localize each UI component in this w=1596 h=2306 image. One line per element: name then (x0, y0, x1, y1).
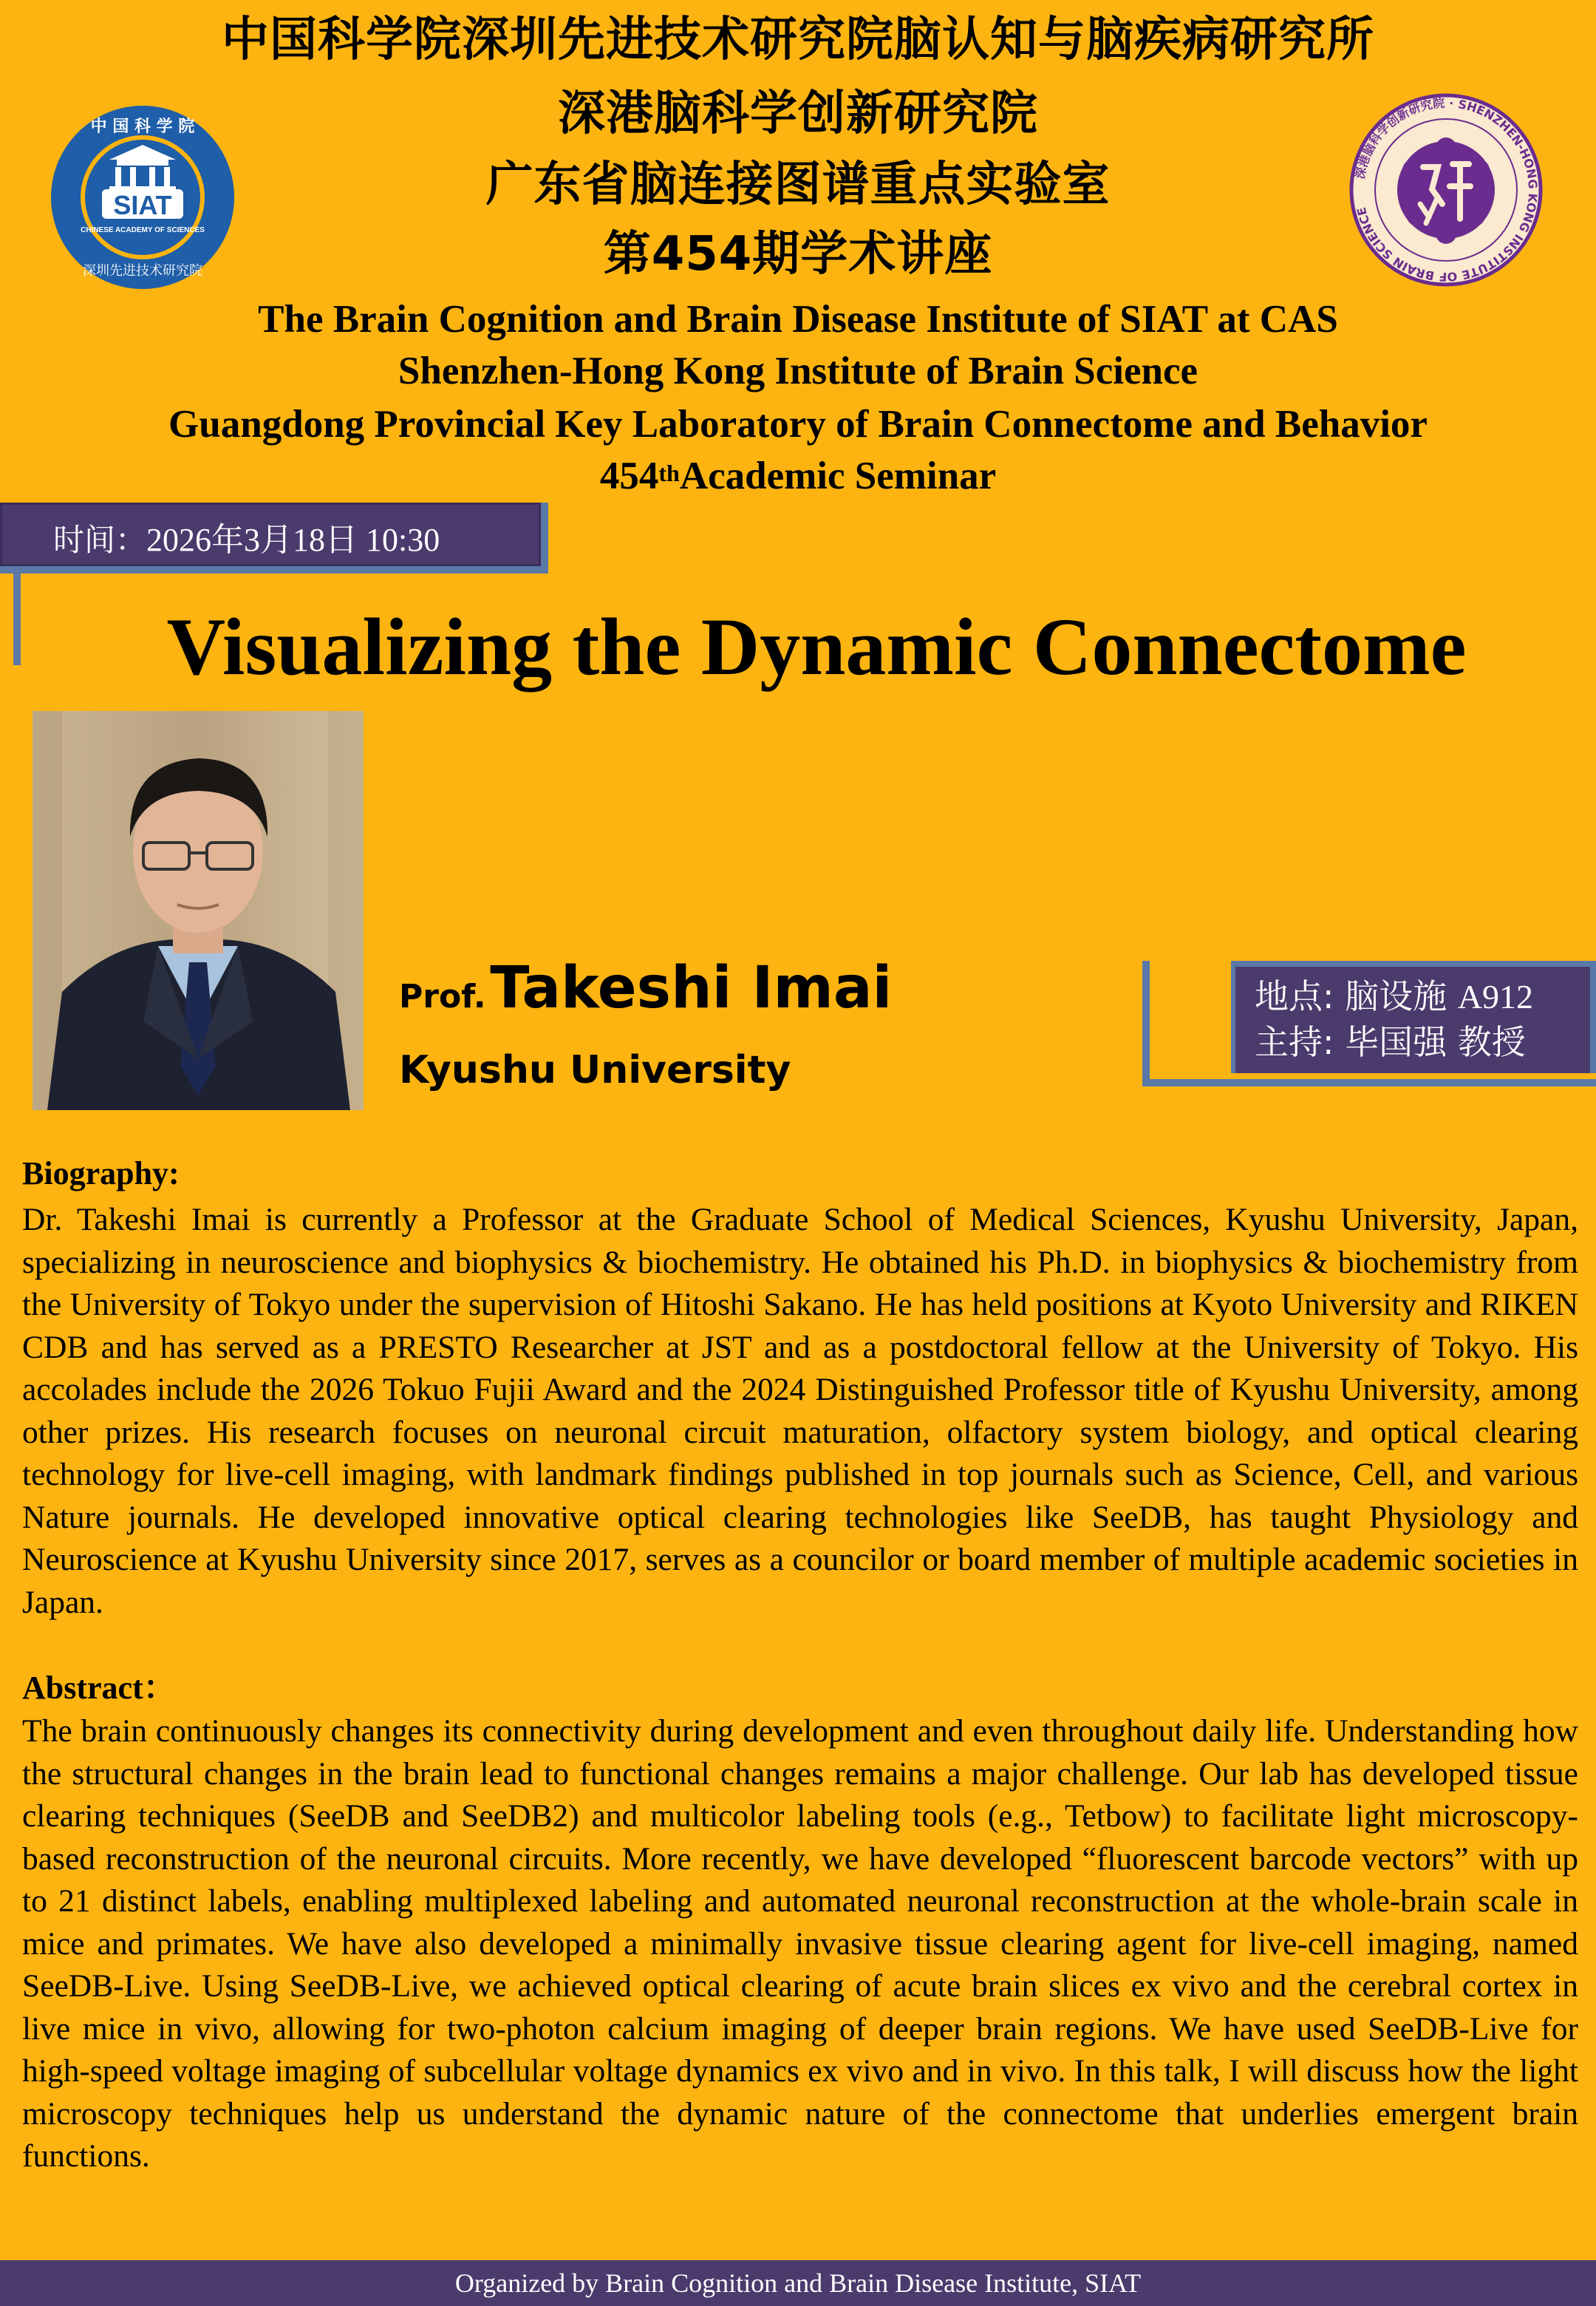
speaker-prefix: Prof. (399, 978, 486, 1016)
seminar-suffix: th (658, 460, 680, 486)
svg-text:中 国 科 学 院: 中 国 科 学 院 (90, 118, 195, 136)
header-en-line-2: Shenzhen-Hong Kong Institute of Brain Science (398, 350, 1198, 392)
talk-title: Visualizing the Dynamic Connectome (166, 602, 1467, 692)
abstract-heading-colon: ： (143, 1669, 176, 1707)
svg-text:深港脑科学创新研究院 · SHENZHEN-HONG KON: 深港脑科学创新研究院 · SHENZHEN-HONG KONG INSTITUTE OF BRAIN SCIENCE (1352, 95, 1541, 285)
time-value: 2026年3月18日 10:30 (146, 522, 440, 558)
header-cn-line-4: 第454期学术讲座 (603, 227, 993, 282)
seminar-text: Academic Seminar (679, 455, 997, 497)
speaker-affiliation: Kyushu University (399, 1048, 791, 1092)
abstract-heading-text: Abstract (22, 1670, 143, 1706)
host-value: 毕国强 教授 (1345, 1022, 1526, 1062)
time-label: 时间： (53, 522, 147, 558)
location-value: 脑设施 (1345, 976, 1447, 1016)
header-en-line-3: Guangdong Provincial Key Laboratory of Brain Connectome and Behavior (168, 403, 1428, 446)
svg-text:CHINESE ACADEMY OF SCIENCES: CHINESE ACADEMY OF SCIENCES (81, 226, 205, 234)
shkibs-logo (1349, 93, 1543, 287)
biography-text: Dr. Takeshi Imai is currently a Professor at the Graduate School of Medical Sciences, Kyushu University, Japan, specializing in neuroscience and biophysics & biochemistry. He obtained his Ph.D. in biophysics & biochemistry from the University of Tokyo under the supervision of Hitoshi Sakano. He has held positions at Kyoto University and RIKEN CDB and has served as a PRESTO Researcher at JST and as a postdoctoral fellow at the University of Tokyo. His accolades include the 2026 Tokuo Fujii Award and the 2024 Distinguished Professor title of Kyushu University, among other prizes. His research focuses on neuronal circuit maturation, olfactory system biology, and optical clearing technology for live-cell imaging, with landmark findings published in top journals such as Science, Cell, and various Nature journals. He developed innovative optical clearing technologies like SeeDB, has taught Physiology and Neuroscience at Kyushu University since 2017, serves as a councilor or board member of multiple academic societies in Japan. (22, 1202, 1578, 1620)
abstract-heading (22, 1667, 176, 1709)
speaker-name (399, 955, 892, 1021)
biography-heading: Biography: (22, 1155, 180, 1191)
footer: Organized by Brain Cognition and Brain Disease Institute, SIAT (0, 2260, 1596, 2306)
host-label: 主持: (1255, 1022, 1346, 1062)
header-cn-line-1: 中国科学院深圳先进技术研究院脑认知与脑疾病研究所 (222, 13, 1374, 67)
seminar-number: 454 (599, 455, 659, 497)
time-text (53, 521, 440, 560)
siat-logo (47, 102, 238, 293)
host-line (1255, 1021, 1526, 1063)
header-cn-line-2: 深港脑科学创新研究院 (558, 86, 1038, 141)
header-en-line-1: The Brain Cognition and Brain Disease Institute of SIAT at CAS (258, 298, 1338, 341)
header-seminar-line (0, 449, 1596, 503)
header-cn-line-3: 广东省脑连接图谱重点实验室 (485, 157, 1111, 212)
abstract-text: The brain continuously changes its connectivity during development and even throughout daily life. Understanding how the structural changes in the brain lead to functional changes remains a major challenge. Our lab has developed tissue clearing techniques (SeeDB and SeeDB2) and multicolor labeling tools (e.g., Tetbow) to facilitate light microscopy-based reconstruction of the neuronal circuits. More recently, we have developed “fluorescent barcode vectors” with up to 21 distinct labels, enabling multiplexed labeling and automated neuronal reconstruction at the whole-brain scale in mice and primates. We have also developed a minimally invasive tissue clearing agent for live-cell imaging, named SeeDB-Live. Using SeeDB-Live, we achieved optical clearing of acute brain slices ex vivo and the cerebral cortex in live mice in vivo, allowing for two-photon calcium imaging of deeper brain regions. We have used SeeDB-Live for high-speed voltage imaging of subcellular voltage dynamics ex vivo and in vivo. In this talk, I will discuss how the light microscopy techniques help us understand the dynamic nature of the connectome that underlies emergent brain functions. (22, 1713, 1578, 2174)
svg-text:深圳先进技术研究院: 深圳先进技术研究院 (83, 263, 202, 279)
speaker-photo (33, 711, 364, 1110)
location-line (1255, 976, 1533, 1018)
svg-text:SIAT: SIAT (113, 190, 172, 220)
location-room: A912 (1457, 978, 1533, 1016)
location-label: 地点: (1255, 976, 1346, 1016)
speaker-fullname: Takeshi Imai (490, 955, 893, 1021)
